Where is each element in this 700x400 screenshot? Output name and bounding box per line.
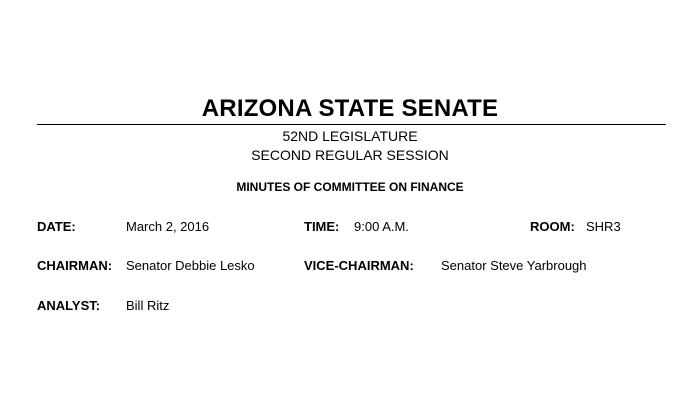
chairman-label: CHAIRMAN:	[37, 258, 113, 273]
document-title: ARIZONA STATE SENATE	[201, 95, 499, 122]
time-label: TIME:	[304, 219, 340, 234]
legislature-subtitle: 52ND LEGISLATURE	[282, 128, 418, 144]
session-subtitle: SECOND REGULAR SESSION	[251, 147, 449, 163]
chairman-value: Senator Debbie Lesko	[126, 258, 255, 273]
time-value: 9:00 A.M.	[354, 219, 409, 234]
vice-chairman-value: Senator Steve Yarbrough	[441, 258, 587, 273]
room-value: SHR3	[586, 219, 621, 234]
minutes-heading: MINUTES OF COMMITTEE ON FINANCE	[236, 180, 464, 194]
date-label: DATE:	[37, 219, 76, 234]
vice-chairman-label: VICE-CHAIRMAN:	[304, 258, 414, 273]
room-label: ROOM:	[530, 219, 575, 234]
date-value: March 2, 2016	[126, 219, 210, 234]
analyst-value: Bill Ritz	[126, 298, 170, 313]
title-divider	[37, 124, 666, 125]
analyst-label: ANALYST:	[37, 298, 101, 313]
